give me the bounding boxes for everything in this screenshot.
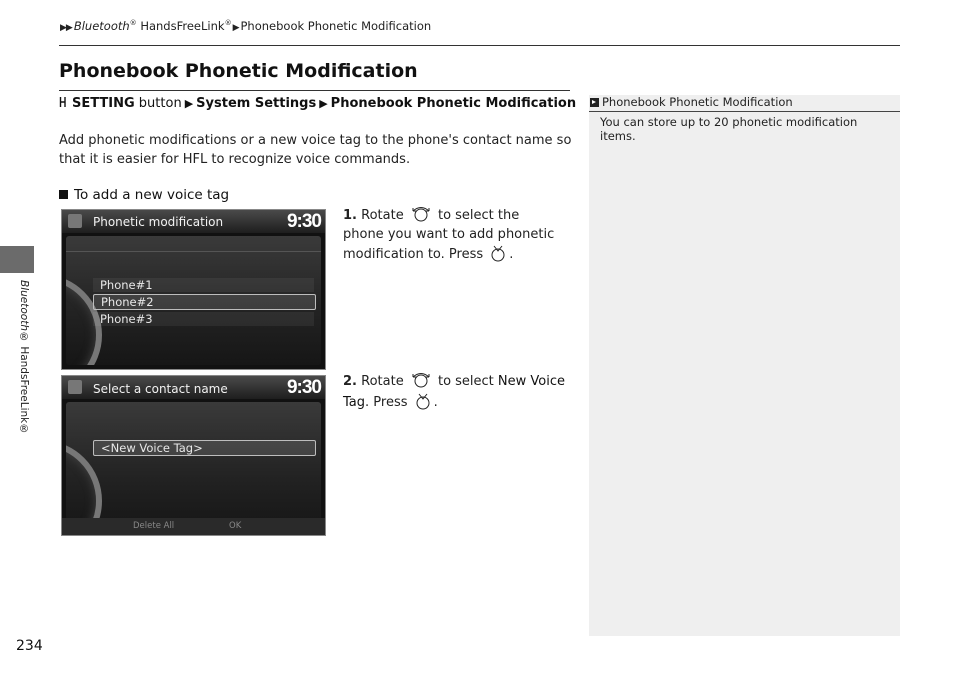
screen-phonetic-modification [61,209,326,370]
home-icon [59,96,68,108]
step-text-end: . [433,394,438,410]
rotate-dial-icon [410,205,432,223]
note-heading-text: Phonebook Phonetic Modification [602,95,793,109]
list-item-selected[interactable]: Phone#2 [93,294,316,310]
screen-title: Select a contact name [93,382,228,396]
page-number: 234 [16,638,43,654]
step-text-middle: to select [437,374,494,389]
step-text-before: Rotate [361,374,404,389]
triangle-right-icon: ▶ [232,23,239,33]
intro-paragraph: Add phonetic modifications or a new voice tag to the phone's contact name so that it is easier for HFL to recognize voice commands. [59,133,572,167]
screen-body [66,402,321,531]
screen-clock: 9:30 [286,377,321,398]
chapter-tab [0,246,34,273]
nav-path [59,96,576,111]
screen-divider [66,251,321,252]
ok-button[interactable]: OK [229,521,242,531]
screen-select-contact [61,375,326,536]
title-rule [59,90,570,91]
step-text-middle: to select the phone you want to add phonetic modification to. Press [343,208,555,262]
press-dial-icon [489,244,507,262]
section-heading-text: To add a new voice tag [74,187,230,203]
step-text-end: . [509,247,514,262]
step-text-before: Rotate [361,208,404,223]
page-title: Phonebook Phonetic Modification [59,60,418,82]
note-heading [589,94,900,112]
chapter-label-rest: ® HandsFreeLink® [18,330,30,436]
step-2 [343,371,568,412]
step-text-after: . Press [365,394,408,410]
reference-icon [590,98,599,107]
press-dial-icon [414,392,432,410]
step-1 [343,205,558,265]
step-number: 1. [343,208,357,223]
breadcrumb [60,19,431,33]
double-triangle-right-icon: ▶▶ [60,23,72,33]
triangle-right-icon: ▶ [184,97,194,110]
screen-clock: 9:30 [286,211,321,232]
rotate-dial-icon [410,371,432,389]
chapter-label-bluetooth: Bluetooth [18,280,30,331]
breadcrumb-reg-mark: ® [129,19,137,28]
triangle-right-icon: ▶ [319,97,328,110]
phone-settings-icon [68,380,82,394]
setting-label: SETTING [72,96,135,111]
breadcrumb-handsfreelink: HandsFreeLink [136,19,225,33]
note-panel [589,95,900,636]
target-label: Phonebook Phonetic Modification [330,96,577,111]
screen-header [62,376,325,399]
square-bullet-icon [59,190,68,199]
list-item-selected[interactable]: <New Voice Tag> [93,440,316,456]
screen-title: Phonetic modification [93,215,224,229]
list-item[interactable]: Phone#1 [93,278,314,292]
chapter-label [10,280,30,460]
phone-settings-icon [68,214,82,228]
step-number: 2. [343,374,357,389]
screen-body [66,236,321,365]
screen-header [62,210,325,233]
section-heading [59,187,229,203]
breadcrumb-reg-mark-2: ® [224,19,232,28]
screen-footer [62,518,325,535]
note-text: You can store up to 20 phonetic modification items. [600,115,858,143]
breadcrumb-bluetooth: Bluetooth [73,19,130,33]
breadcrumb-current: Phonebook Phonetic Modification [240,19,432,33]
header-rule [59,45,900,46]
system-settings-label: System Settings [196,96,317,111]
button-word: button [134,96,182,111]
list-item[interactable]: Phone#3 [93,312,314,326]
delete-all-button[interactable]: Delete All [133,521,175,531]
ui-term: New Voice Tag [343,374,566,410]
